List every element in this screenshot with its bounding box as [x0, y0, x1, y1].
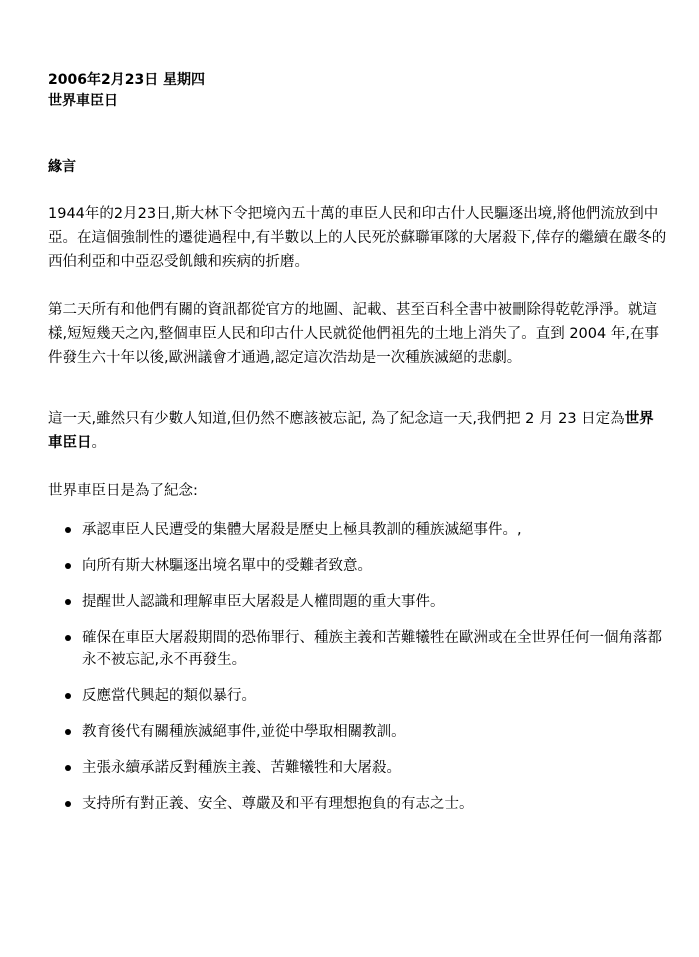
paragraph-day-dedication [48, 407, 668, 455]
list-item [48, 685, 668, 707]
list-intro: 世界車臣日是為了紀念: [48, 483, 198, 499]
list-item [48, 721, 668, 743]
bullet-icon [65, 693, 71, 699]
intro-heading: 緣言 [48, 159, 76, 175]
list-item-text: 支持所有對正義、安全、尊嚴及和平有理想抱負的有志之士。 [82, 796, 474, 812]
bullet-icon [65, 801, 71, 807]
list-item [48, 555, 668, 577]
list-item-text: 提醒世人認識和理解車臣大屠殺是人權問題的重大事件。 [82, 594, 445, 610]
list-item-text: 主張永續承諾反對種族主義、苦難犧牲和大屠殺。 [82, 760, 401, 776]
document-title: 世界車臣日 [48, 93, 118, 109]
bullet-icon [65, 599, 71, 605]
commemoration-list [48, 519, 668, 815]
bullet-icon [65, 765, 71, 771]
list-item-text: 承認車臣人民遭受的集體大屠殺是歷史上極具教訓的種族滅絕事件。, [82, 522, 522, 538]
list-item-text: 教育後代有關種族滅絕事件,並從中學取相關教訓。 [82, 724, 406, 740]
bullet-icon [65, 563, 71, 569]
day-name-bold: 世界車臣日 [48, 411, 654, 451]
document-date: 2006年2月23日 星期四 [48, 72, 206, 88]
bullet-icon [65, 635, 71, 641]
list-item-text: 反應當代興起的類似暴行。 [82, 688, 256, 704]
bullet-icon [65, 527, 71, 533]
bullet-icon [65, 729, 71, 735]
list-item [48, 627, 668, 671]
document-page [48, 70, 668, 829]
list-item [48, 591, 668, 613]
paragraph-erasure: 第二天所有和他們有關的資訊都從官方的地圖、記載、甚至百科全書中被刪除得乾乾淨淨。就這樣,短短幾天之內,整個車臣人民和印古什人民就從他們祖先的土地上消失了。直到 2004 年,在事件發生六十年以後,歐洲議會才通過,認定這次浩劫是一次種族滅絕的悲劇。 [48, 302, 659, 366]
day-text-before: 這一天,雖然只有少數人知道,但仍然不應該被忘記, 為了紀念這一天,我們把 2 月 23 日定為 [48, 411, 625, 427]
day-text-after: 。 [91, 435, 106, 451]
list-item [48, 793, 668, 815]
list-item-text: 向所有斯大林驅逐出境名單中的受難者致意。 [82, 558, 372, 574]
list-item [48, 519, 668, 541]
list-item [48, 757, 668, 779]
list-item-text: 確保在車臣大屠殺期間的恐佈罪行、種族主義和苦難犧牲在歐洲或在全世界任何一個角落都永不被忘記,永不再發生。 [82, 630, 662, 668]
paragraph-history: 1944年的2月23日,斯大林下令把境內五十萬的車臣人民和印古什人民驅逐出境,將他們流放到中亞。在這個強制性的遷徙過程中,有半數以上的人民死於蘇聯軍隊的大屠殺下,倖存的繼續在嚴冬的西伯利亞和中亞忍受飢餓和疾病的折磨。 [48, 206, 667, 270]
